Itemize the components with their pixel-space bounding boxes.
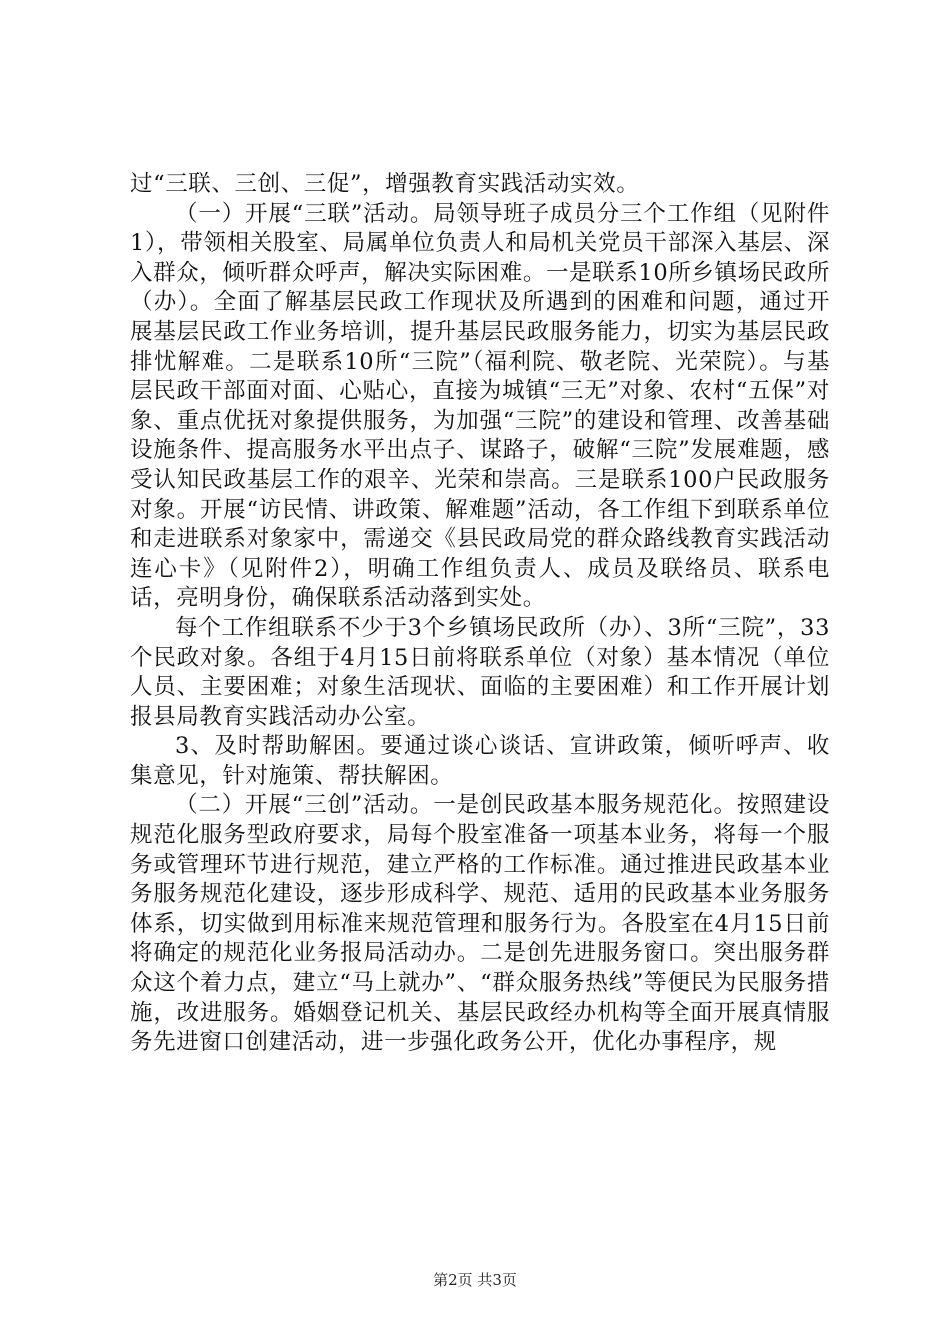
document-body: [130, 170, 830, 1058]
paragraph-three-links: （一）开展“三联”活动。局领导班子成员分三个工作组（见附件1），带领相关股室、局属单位负责人和局机关党员干部深入基层、深入群众，倾听群众呼声，解决实际困难。一是联系10所乡镇场民政所（办）。全面了解基层民政工作现状及所遇到的困难和问题，通过开展基层民政工作业务培训，提升基层民政服务能力，切实为基层民政排忧解难。二是联系10所“三院”（福利院、敬老院、光荣院）。与基层民政干部面对面、心贴心，直接为城镇“三无”对象、农村“五保”对象、重点优抚对象提供服务，为加强“三院”的建设和管理、改善基础设施条件、提高服务水平出点子、谋路子，破解“三院”发展难题，感受认知民政基层工作的艰辛、光荣和崇高。三是联系100户民政服务对象。开展“访民情、讲政策、解难题”活动，各工作组下到联系单位和走进联系对象家中，需递交《县民政局党的群众路线教育实践活动连心卡》（见附件2），明确工作组负责人、成员及联络员、联系电话，亮明身份，确保联系活动落到实处。: [130, 200, 830, 612]
paragraph-three-creations: （二）开展“三创”活动。一是创民政基本服务规范化。按照建设规范化服务型政府要求，局每个股室准备一项基本业务，将每一个服务或管理环节进行规范，建立严格的工作标准。通过推进民政基本业务服务规范化建设，逐步形成科学、规范、适用的民政基本业务服务体系，切实做到用标准来规范管理和服务行为。各股室在4月15日前将确定的规范化业务报局活动办。二是创先进服务窗口。突出服务群众这个着力点，建立“马上就办”、“群众服务热线”等便民为民服务措施，改进服务。婚姻登记机关、基层民政经办机构等全面开展真情服务先进窗口创建活动，进一步强化政务公开，优化办事程序，规: [130, 792, 830, 1056]
page-number: 第2页 共3页: [433, 1271, 517, 1289]
paragraph-help-relief: 3、及时帮助解困。要通过谈心谈话、宣讲政策，倾听呼声、收集意见，针对施策、帮扶解困。: [130, 733, 830, 789]
paragraph-contact-quota: 每个工作组联系不少于3个乡镇场民政所（办）、3所“三院”，33个民政对象。各组于4月15日前将联系单位（对象）基本情况（单位人员、主要困难；对象生活现状、面临的主要困难）和工作开展计划报县局教育实践活动办公室。: [130, 614, 830, 730]
paragraph-continuation: 过“三联、三创、三促”，增强教育实践活动实效。: [130, 171, 640, 197]
